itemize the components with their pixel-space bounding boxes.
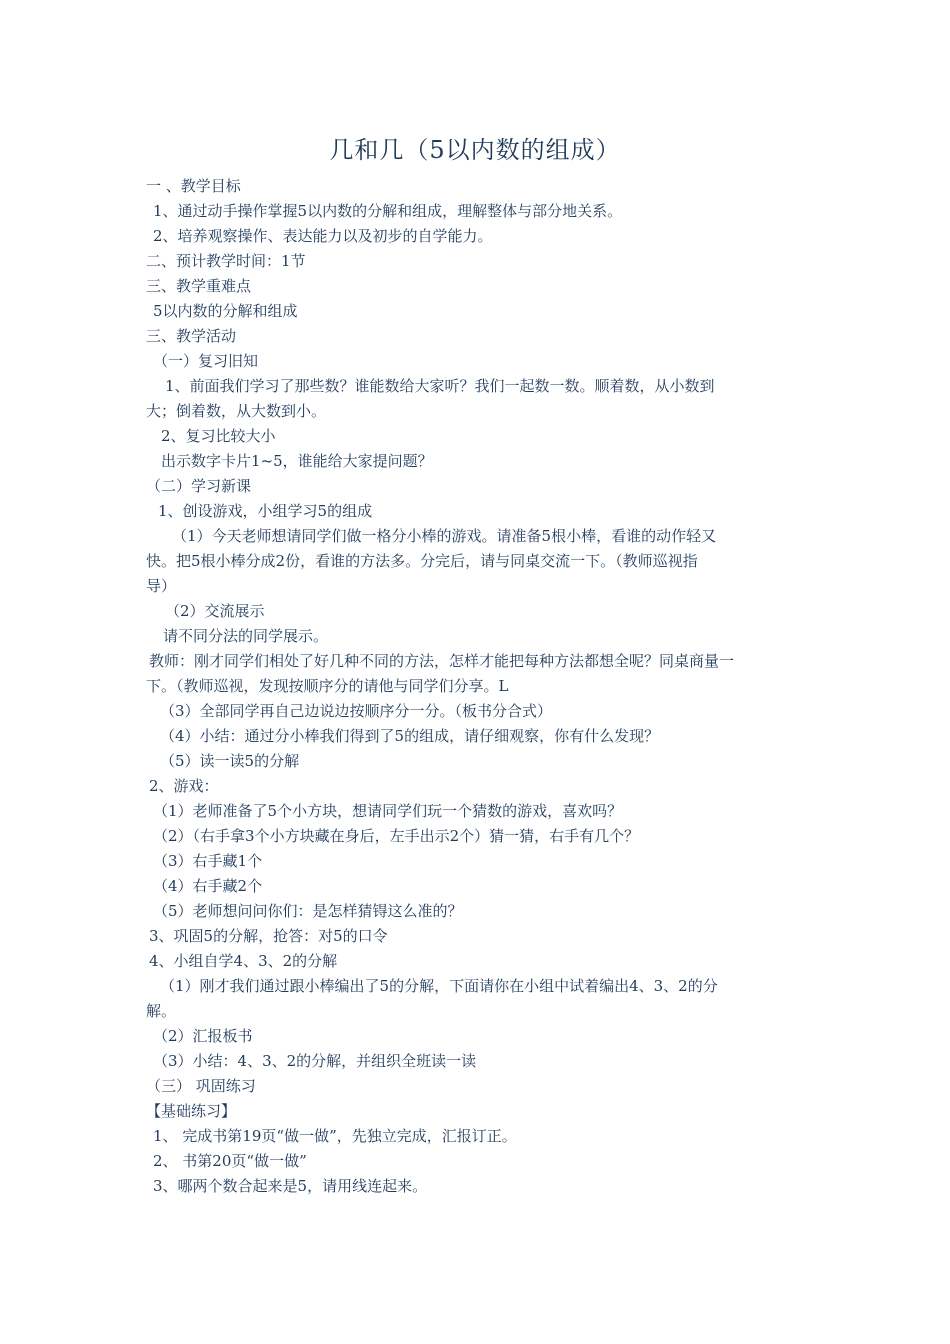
text-line: 请不同分法的同学展示。 [163, 627, 329, 645]
section-heading: 一 、教学目标 [146, 177, 241, 195]
text-line: （4）小结：通过分小棒我们得到了5的组成，请仔细观察，你有什么发现？ [160, 727, 660, 745]
text-line: 3、巩固5的分解，抢答：对5的口令 [149, 927, 388, 945]
text-line: 出示数字卡片1~5，谁能给大家提问题？ [161, 452, 433, 470]
subsection-heading: （三） 巩固练习 [146, 1077, 256, 1095]
text-line: 2、 书第20页“做一做” [153, 1152, 307, 1170]
text-line: （1）今天老师想请同学们做一格分小棒的游戏。请准备5根小棒，看谁的动作轻又 [172, 527, 717, 545]
text-line: （5）老师想问问你们：是怎样猜锝这么准的？ [153, 902, 463, 920]
text-line: 导） [146, 577, 177, 595]
text-line: （1）刚才我们通过跟小棒编出了5的分解，下面请你在小组中试着编出4、3、2的分 [160, 977, 718, 995]
text-line: 解。 [146, 1002, 177, 1020]
text-line: 1、前面我们学习了那些数？谁能数给大家听？我们一起数一数。顺着数，从小数到 [165, 377, 715, 395]
text-line: （2）（右手拿3个小方块藏在身后，左手出示2个）猜一猜，右手有几个？ [153, 827, 640, 845]
text-line: （3）小结：4、3、2的分解，并组织全班读一读 [153, 1052, 477, 1070]
subsection-heading: 【基础练习】 [146, 1102, 237, 1120]
text-line: 2、培养观察操作、表达能力以及初步的自学能力。 [153, 227, 493, 245]
text-line: 快。把5根小棒分成2份，看谁的方法多。分完后，请与同桌交流一下。（教师巡视指 [146, 552, 698, 570]
text-line: 2、游戏： [149, 777, 219, 795]
text-line: 下。（教师巡视，发现按顺序分的请他与同学们分享。L [146, 677, 509, 695]
text-line: 1、通过动手操作掌握5以内数的分解和组成，理解整体与部分地关系。 [153, 202, 623, 220]
section-heading: 三、教学活动 [146, 327, 237, 345]
text-line: （1）老师准备了5个小方块，想请同学们玩一个猜数的游戏，喜欢吗？ [153, 802, 623, 820]
section-heading: 二、预计教学时间：1节 [146, 252, 306, 270]
page-title: 几和几（5以内数的组成） [329, 136, 621, 164]
section-heading: 三、教学重难点 [146, 277, 252, 295]
subsection-heading: （二）学习新课 [146, 477, 252, 495]
subsection-heading: （一）复习旧知 [153, 352, 259, 370]
text-line: （5）读一读5的分解 [160, 752, 300, 770]
text-line: （4）右手藏2个 [153, 877, 263, 895]
text-line: 1、创设游戏，小组学习5的组成 [158, 502, 373, 520]
text-line: （3）全部同学再自己边说边按顺序分一分。（板书分合式） [160, 702, 553, 720]
text-line: （2）汇报板书 [153, 1027, 253, 1045]
text-line: 教师：刚才同学们相处了好几种不同的方法，怎样才能把每种方法都想全呢？同桌商量一 [149, 652, 735, 670]
text-line: （2）交流展示 [165, 602, 265, 620]
text-line: 1、 完成书第19页“做一做”，先独立完成，汇报订正。 [153, 1127, 517, 1145]
text-line: 5以内数的分解和组成 [153, 302, 298, 320]
text-line: 2、复习比较大小 [161, 427, 276, 445]
text-line: （3）右手藏1个 [153, 852, 263, 870]
text-line: 4、小组自学4、3、2的分解 [149, 952, 338, 970]
text-line: 3、哪两个数合起来是5，请用线连起来。 [153, 1177, 428, 1195]
text-line: 大；倒着数，从大数到小。 [146, 402, 327, 420]
